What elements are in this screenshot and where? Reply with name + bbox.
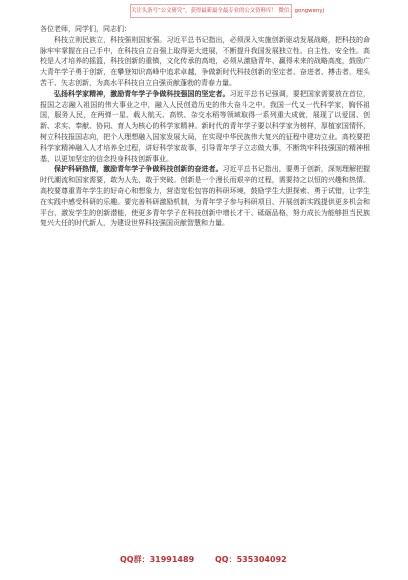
document-body xyxy=(40,24,370,229)
paragraph-1-text: 科技立则民族立，科技强则国家强。习近平总书记指出，必须深入实施创新驱动发展战略，把科技的命脉牢牢掌握在自己手中，在科技自立自强上取得更大进展，不断提升我国发展独立性、自主性、安全性。高校是人才培养的摇篮，科技创新的重镇，文化传承的高地，必须从激励青年、赢得未来的战略高度，鼓励广大青年学子勇于创新，在攀登知识高峰中追求卓越，争做新时代科技创新的坚定者、奋进者、搏击者，埋头苦干、矢志创新，为高水平科技自立自强贡献蓬勃的青春力量。 xyxy=(40,35,370,87)
salutation: 各位老师，同学们，同志们： xyxy=(40,25,131,33)
paragraph-2 xyxy=(40,89,370,165)
footer-qq-group: QQ群：31991489 xyxy=(120,555,195,564)
paragraph-1 xyxy=(40,35,370,89)
paragraph-3-lead: 保护科研热情，激励青年学子争做科技创新的奋进者。 xyxy=(54,165,223,174)
paragraph-2-lead: 弘扬科学家精神，激励青年学子争做科技强国的坚定者。 xyxy=(54,89,230,98)
paragraph-3 xyxy=(40,164,370,229)
promo-banner: 关注头条号“公文研究”，获得最新最全最专业的公文资料库！ 微信：gongwenyj xyxy=(130,4,292,18)
paragraph-2-text: 习近平总书记强调，要把国家需要放在首位，报国之志融入祖国的伟大事业之中，融入人民创造历史的伟大奋斗之中。我国一代又一代科学家，胸怀祖国，服务人民，在两弹一星、载人航天、高铁、杂交水稻等领域取得一系列重大成就，展现了以爱国、创新、求实、奉献、协同、育人为核心的科学家精神。新时代的青年学子要以科学家为榜样，厚植家国情怀，树立科技报国志向，把个人理想融入国家发展大局，在实现中华民族伟大复兴的征程中建功立业。高校要把科学家精神融入人才培养全过程，讲好科学家故事，引导青年学子立志做大事，不断筑牢科技强国的精神根基，以更加坚定的信念投身科技创新事业。 xyxy=(40,89,371,163)
footer-qq-contact: QQ：535304092 xyxy=(215,555,287,564)
paragraph-3-text: 习近平总书记指出，要勇于创新，深刻理解把握时代潮流和国家需要，敢为人先，敢于突破。创新是一个漫长而艰辛的过程，需要持之以恒的兴趣和热情。高校要尊重青年学生的好奇心和想象力，营造宽松包容的科研环境，鼓励学生大胆探索、勇于试错，让学生在实践中感受科研的乐趣。要完善科研激励机制，为青年学子参与科研项目、开展创新实践提供更多机会和平台，激发学生的创新潜能，使更多青年学子在科技创新中增长才干、砥砺品格，努力成长为能够担当民族复兴大任的时代新人，为建设世界科技强国贡献智慧和力量。 xyxy=(40,165,371,228)
